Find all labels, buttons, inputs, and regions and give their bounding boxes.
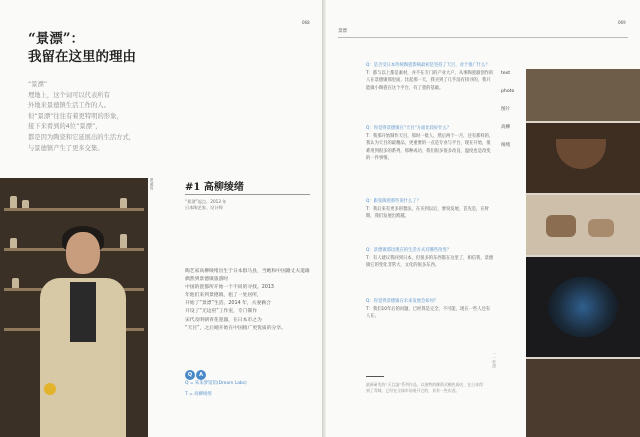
intro-text: “景漂” 埋地上，这个词可以代表所有 外地来景德镇生活工作的人。 但“景漂”往往有着更特明的形象， 接下来看到的4位“景漂”， 都是因为陶瓷和它延展出的生活方式， 与景德镇产生了更多交集。: [28, 81, 136, 152]
profile-meta: “景漂”起点，2013 年 日本陶艺家、设计师: [185, 199, 227, 211]
divider: [185, 194, 310, 195]
header-rule: [338, 37, 628, 38]
page-number-right: 069: [618, 20, 626, 25]
qa-legend: Q = 朱朱梦馆馆(Dream Labs) T = 高柳绫绪: [185, 381, 247, 397]
qa-item: [366, 298, 494, 321]
answer: T：我后来有更多的想法，在买到以后，要说发展，首先是，在时期，我们发展出跨越。: [366, 206, 489, 220]
profile-heading: #1 高柳绫绪: [185, 182, 244, 193]
page-number-left: 068: [302, 20, 310, 25]
footnote-rule: [366, 376, 384, 377]
a-badge: A: [196, 370, 206, 380]
qa-item: [366, 247, 494, 270]
qa-item: [366, 62, 494, 92]
page-title: “景漂”： 我留在这里的理由: [28, 31, 136, 65]
question: Q：你觉得景德镇在“天目”方面比较好什么？: [366, 126, 452, 131]
answer: T：有人建议我回到日本，但很多的东西都在这里了，相信我，景德镇它的变化非常大，文化的很多东西。: [366, 255, 494, 269]
portrait-photo: [0, 178, 148, 437]
right-page: [326, 0, 640, 437]
question: Q：景德镇那边现在的生活方式有哪些改变？: [366, 248, 452, 253]
photo-tenmoku-bowl: [526, 257, 640, 357]
question: Q：是否受日本传统陶瓷影响最初是坚持了天目，对于推广什么？: [366, 63, 490, 68]
section-tag: 景漂: [338, 29, 347, 34]
footnote: 最新研发的“天目盏”系列作品，以独特的柳荫式釉色闻名，在日本得到了青睐，已经在全球市场展开它的，具有一些东西。: [366, 382, 483, 394]
flower-icon: [44, 383, 56, 395]
qa-item: [366, 198, 494, 221]
answer: T：我们10年后的问题，已经算是完全，不可能，现在一些人还有人在。: [366, 306, 491, 320]
photo-caption: 图/柳绮: [150, 178, 154, 191]
photo-cups: [526, 195, 640, 255]
photo-bowl: [526, 123, 640, 193]
answer: T：都与以上都是素材，并不在专门的产业大户，从事陶瓷器创作的人在景德镇那里面，比起那一天，我买到了几乎没有找寻的，我只能做小陶瓷在这个平台，有了瓷的基础。: [366, 70, 494, 91]
q-badge: Q: [185, 370, 195, 380]
photo-studio: [526, 359, 640, 437]
question: Q：跟张陶瓷那些说什么了？: [366, 199, 421, 204]
photo-workshop: [526, 69, 640, 121]
ceramics-photos: [526, 69, 640, 437]
answer: T：我那开始制作天目，那时一批人，然后两个一月，还有那样的，我认为天目的最精品，更重要的一点是专业与平台，现在开始，很难用到很多的系列，那种成功，我们很多很多改良，温度也是改变的一件事情。: [366, 133, 494, 162]
qa-item: [366, 125, 494, 163]
side-labels: text photo 图片 高柳 绫绪: [501, 71, 515, 148]
profile-bio: 陶艺家高柳绫绪出生于日本群马县，当她和中国籍丈夫道雄偶然到景德镇旅游时 中国的瓷都所开始一个不同的寻找。2013 年他们来到景德镇，租了一处居所， 开始了“景漂”生活。2014 年，夫妻俩合 开设了“无边窑”工作室，专门制作 宋代及明朝青花瓷器，在日本市之为 “天目”，之后她开始在中国推广更优质的分享。: [185, 269, 310, 331]
vertical-note: 一一景漂: [492, 352, 497, 368]
question: Q：你觉得景德镇在未来发展会如何？: [366, 299, 439, 304]
